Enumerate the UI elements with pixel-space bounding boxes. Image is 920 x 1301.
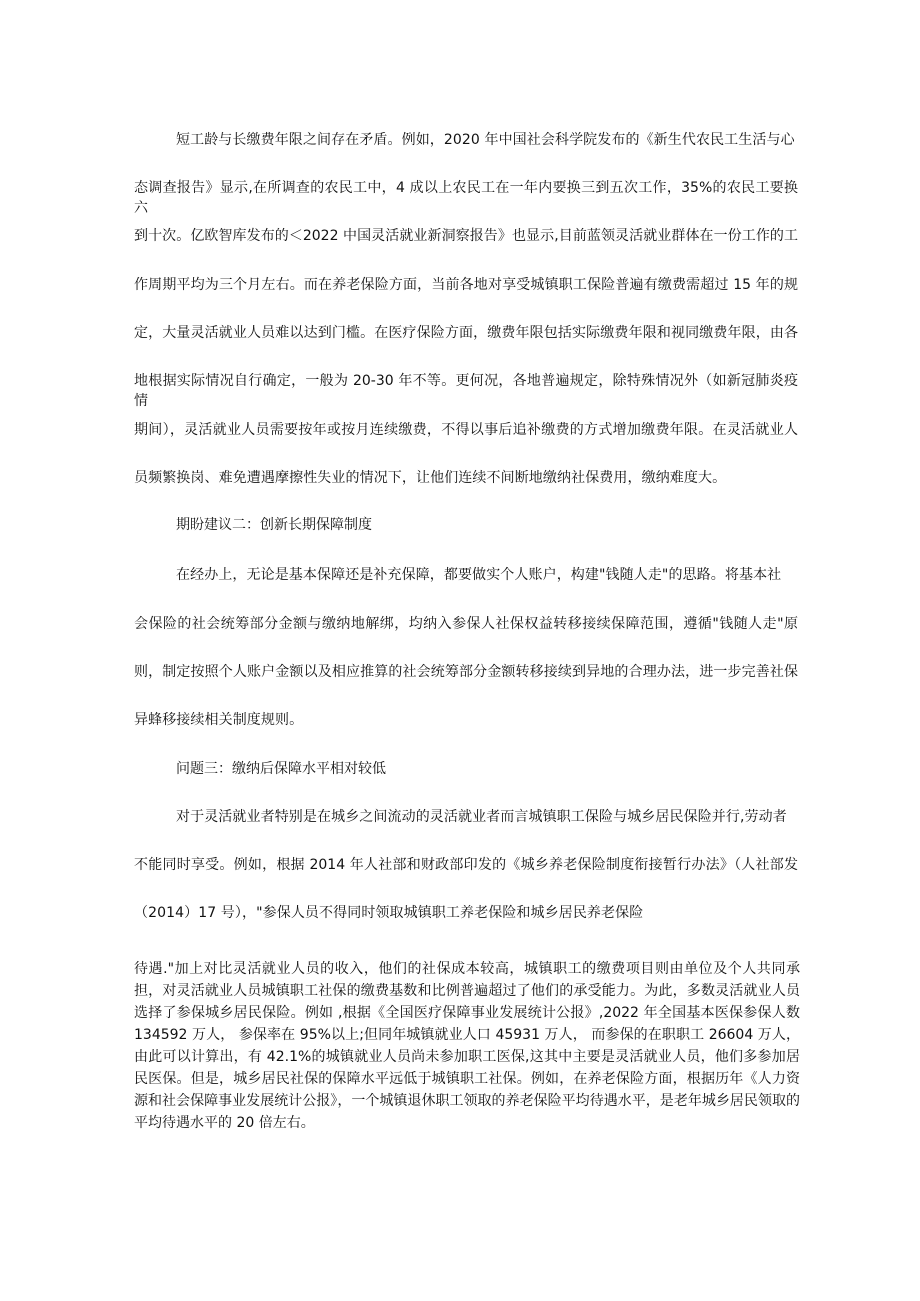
paragraph-2-line-1: 在经办上，无论是基本保障还是补充保障，都要做实个人账户，构建"钱随人走"的思路。将基本社 (176, 567, 782, 583)
paragraph-2-line-4: 异蜂移接续相关制度规则。 (134, 712, 304, 728)
paragraph-1-line-3: 到十次。亿欧智库发布的＜2022 中国灵活就业新洞察报告》也显示,目前蓝领灵活就业群体在一份工作的工 (134, 228, 798, 244)
paragraph-2-line-3: 则，制定按照个人账户金额以及相应推算的社会统筹部分金额转移接续到异地的合理办法，进一步完善社保 (134, 664, 798, 680)
paragraph-1-line-7: 期间），灵活就业人员需要按年或按月连续缴费，不得以事后追补缴费的方式增加缴费年限。在灵活就业人 (134, 422, 798, 438)
paragraph-1-line-4: 作周期平均为三个月左右。而在养老保险方面，当前各地对享受城镇职工保险普遍有缴费需超过 15 年的规 (134, 277, 798, 293)
paragraph-1-line-6: 地根据实际情况自行确定，一般为 20-30 年不等。更何况，各地普遍规定，除特殊情况外（如新冠肺炎疫情 (134, 373, 798, 409)
paragraph-3-line-1: 对于灵活就业者特别是在城乡之间流动的灵活就业者而言城镇职工保险与城乡居民保险并行,劳动者 (176, 809, 787, 825)
paragraph-1-line-1: 短工龄与长缴费年限之间存在矛盾。例如，2020 年中国社会科学院发布的《新生代农民工生活与心 (176, 132, 795, 148)
section-heading-3: 问题三：缴纳后保障水平相对较低 (176, 761, 386, 777)
paragraph-1-line-8: 员频繁换岗、难免遭遇摩擦性失业的情况下，让他们连续不间断地缴纳社保费用，缴纳难度大。 (134, 470, 727, 486)
paragraph-1-line-2: 态调查报告》显示,在所调查的农民工中，4 成以上农民工在一年内要换三到五次工作，35%的农民工要换六 (134, 180, 798, 216)
paragraph-3-line-3: （2014）17 号），"参保人员不得同时领取城镇职工养老保险和城乡居民养老保险 (134, 905, 644, 921)
section-heading-2: 期盼建议二：创新长期保障制度 (176, 517, 372, 533)
paragraph-3-line-2: 不能同时享受。例如，根据 2014 年人社部和财政部印发的《城乡养老保险制度衔接暂行办法》（人社部发 (134, 857, 798, 873)
paragraph-2-line-2: 会保险的社会统筹部分金额与缴纳地解绑，均纳入参保人社保权益转移接续保障范围，遵循"钱随人走"原 (134, 616, 798, 632)
paragraph-1-line-5: 定，大量灵活就业人员难以达到门槛。在医疗保险方面，缴费年限包括实际缴费年限和视同缴费年限，由各 (134, 325, 798, 341)
paragraph-4: 待遇."加上对比灵活就业人员的收入，他们的社保成本较高，城镇职工的缴费项目则由单位及个人共同承担，对灵活就业人员城镇职工社保的缴费基数和比例普遍超过了他们的承受能力。为此，多数灵活就业人员选择了参保城乡居民保险。例如 ,根据《全国医疗保障事业发展统计公报》,2022 年全国基本医保参保人数 134592 万人， 参保率在 95%以上;但同年城镇就业人口 45931 万人， 而参保的在职职工 26604 万人， 由此可以计算出，有 42.1%的城镇就业人员尚未参加职工医保,这其中主要是灵活就业人员，他们多参加居民医保。但是，城乡居民社保的保障水平远低于城镇职工社保。例如，在养老保险方面，根据历年《人力资源和社会保障事业发展统计公报》，一个城镇退休职工领取的养老保险平均待遇水平，是老年城乡居民领取的平均待遇水平的 20 倍左右。 (134, 961, 800, 1131)
